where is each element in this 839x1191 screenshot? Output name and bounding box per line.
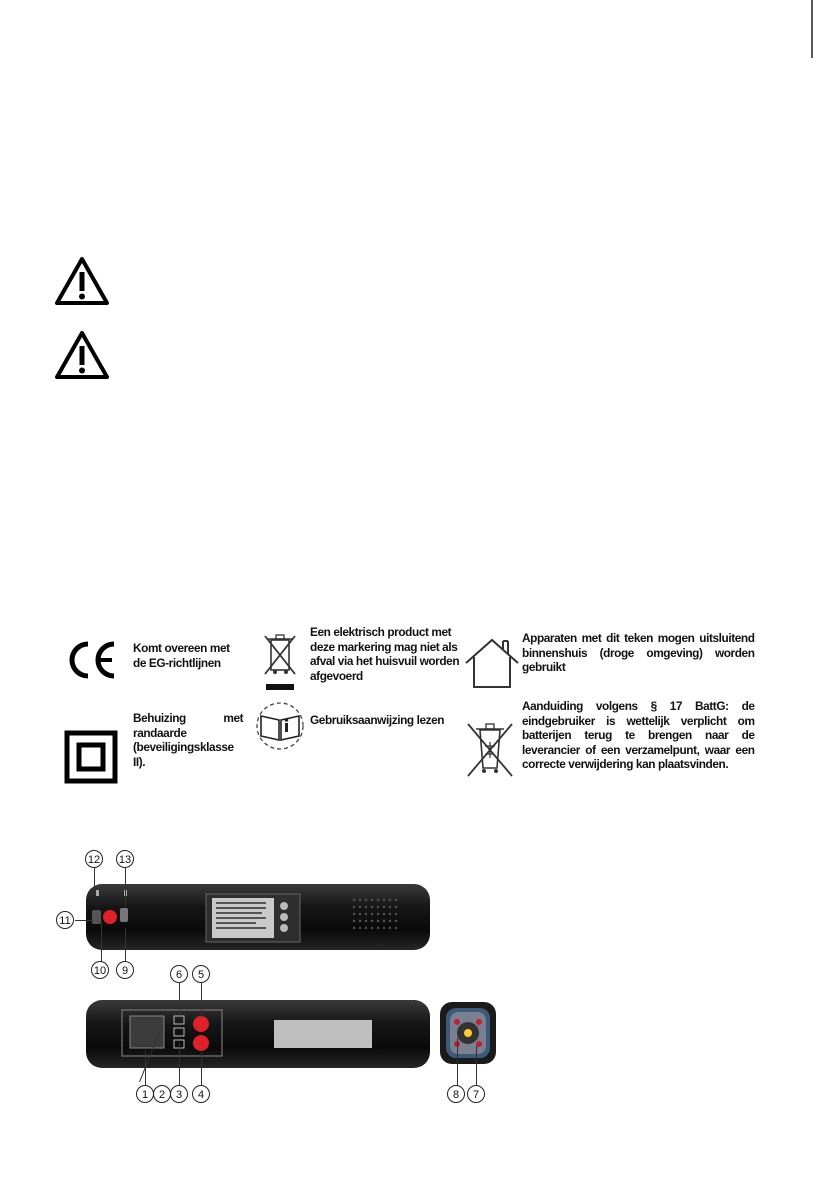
battery-bin-icon	[462, 718, 518, 780]
ce-mark-icon	[66, 640, 118, 680]
callout-9: 9	[116, 961, 134, 979]
leader-line	[125, 866, 126, 906]
device-side-details	[86, 884, 430, 950]
callout-10: 10	[91, 961, 109, 979]
callout-13: 13	[116, 850, 134, 868]
leader-line	[94, 866, 95, 890]
leader-line	[179, 981, 180, 1015]
leader-line	[125, 928, 126, 962]
house-icon	[462, 635, 522, 691]
leader-line	[201, 981, 202, 1017]
symbol-text-ce: Komt overeen met de EG-richtlijnen	[133, 642, 230, 670]
callout-12: 12	[85, 850, 103, 868]
callout-5: 5	[192, 965, 210, 983]
symbol-text-indoor: Apparaten met dit teken mogen uitsluitend binnenshuis (droge omgeving) worden gebruikt	[522, 632, 755, 674]
callout-11: 11	[56, 911, 74, 929]
leader-line	[75, 920, 93, 921]
callout-7: 7	[467, 1085, 485, 1103]
read-manual-icon	[255, 696, 305, 756]
device-end-cap	[438, 998, 498, 1068]
callout-3: 3	[170, 1085, 188, 1103]
leader-line	[179, 1043, 180, 1086]
callout-8: 8	[447, 1085, 465, 1103]
symbol-text-battery: Aanduiding volgens § 17 BattG: de eindgebruiker is wettelijk verplicht om batterijen terug te brengen naar de leverancier of een verzamelpunt, waar een correcte verwijdering kan plaatsvinden.	[522, 700, 755, 771]
warning-triangle-icon	[54, 256, 110, 306]
callout-1: 1	[136, 1085, 154, 1103]
usb-port	[120, 908, 128, 922]
crop-mark-icon	[800, 0, 830, 60]
leader-line	[457, 1038, 458, 1086]
symbol-text-weee: Een elektrisch product met deze markering mag niet als afval via het huisvuil worden afgevoerd	[310, 626, 460, 683]
crossed-bin-icon	[262, 630, 298, 692]
leader-line	[101, 922, 102, 962]
warning-triangle-icon	[54, 330, 110, 380]
symbol-text-class2: Behuizing met randaarde (beveiligingsklasse II).	[133, 712, 244, 769]
leader-line	[201, 1052, 202, 1086]
dc-socket	[92, 910, 101, 924]
device-front-details	[86, 1000, 430, 1068]
callout-6: 6	[170, 965, 188, 983]
double-square-icon	[64, 730, 118, 784]
callout-4: 4	[192, 1085, 210, 1103]
callout-2: 2	[153, 1085, 171, 1103]
leader-line	[476, 1046, 477, 1086]
power-button	[103, 910, 117, 924]
symbol-text-manual: Gebruiksaanwijzing lezen	[310, 714, 445, 727]
